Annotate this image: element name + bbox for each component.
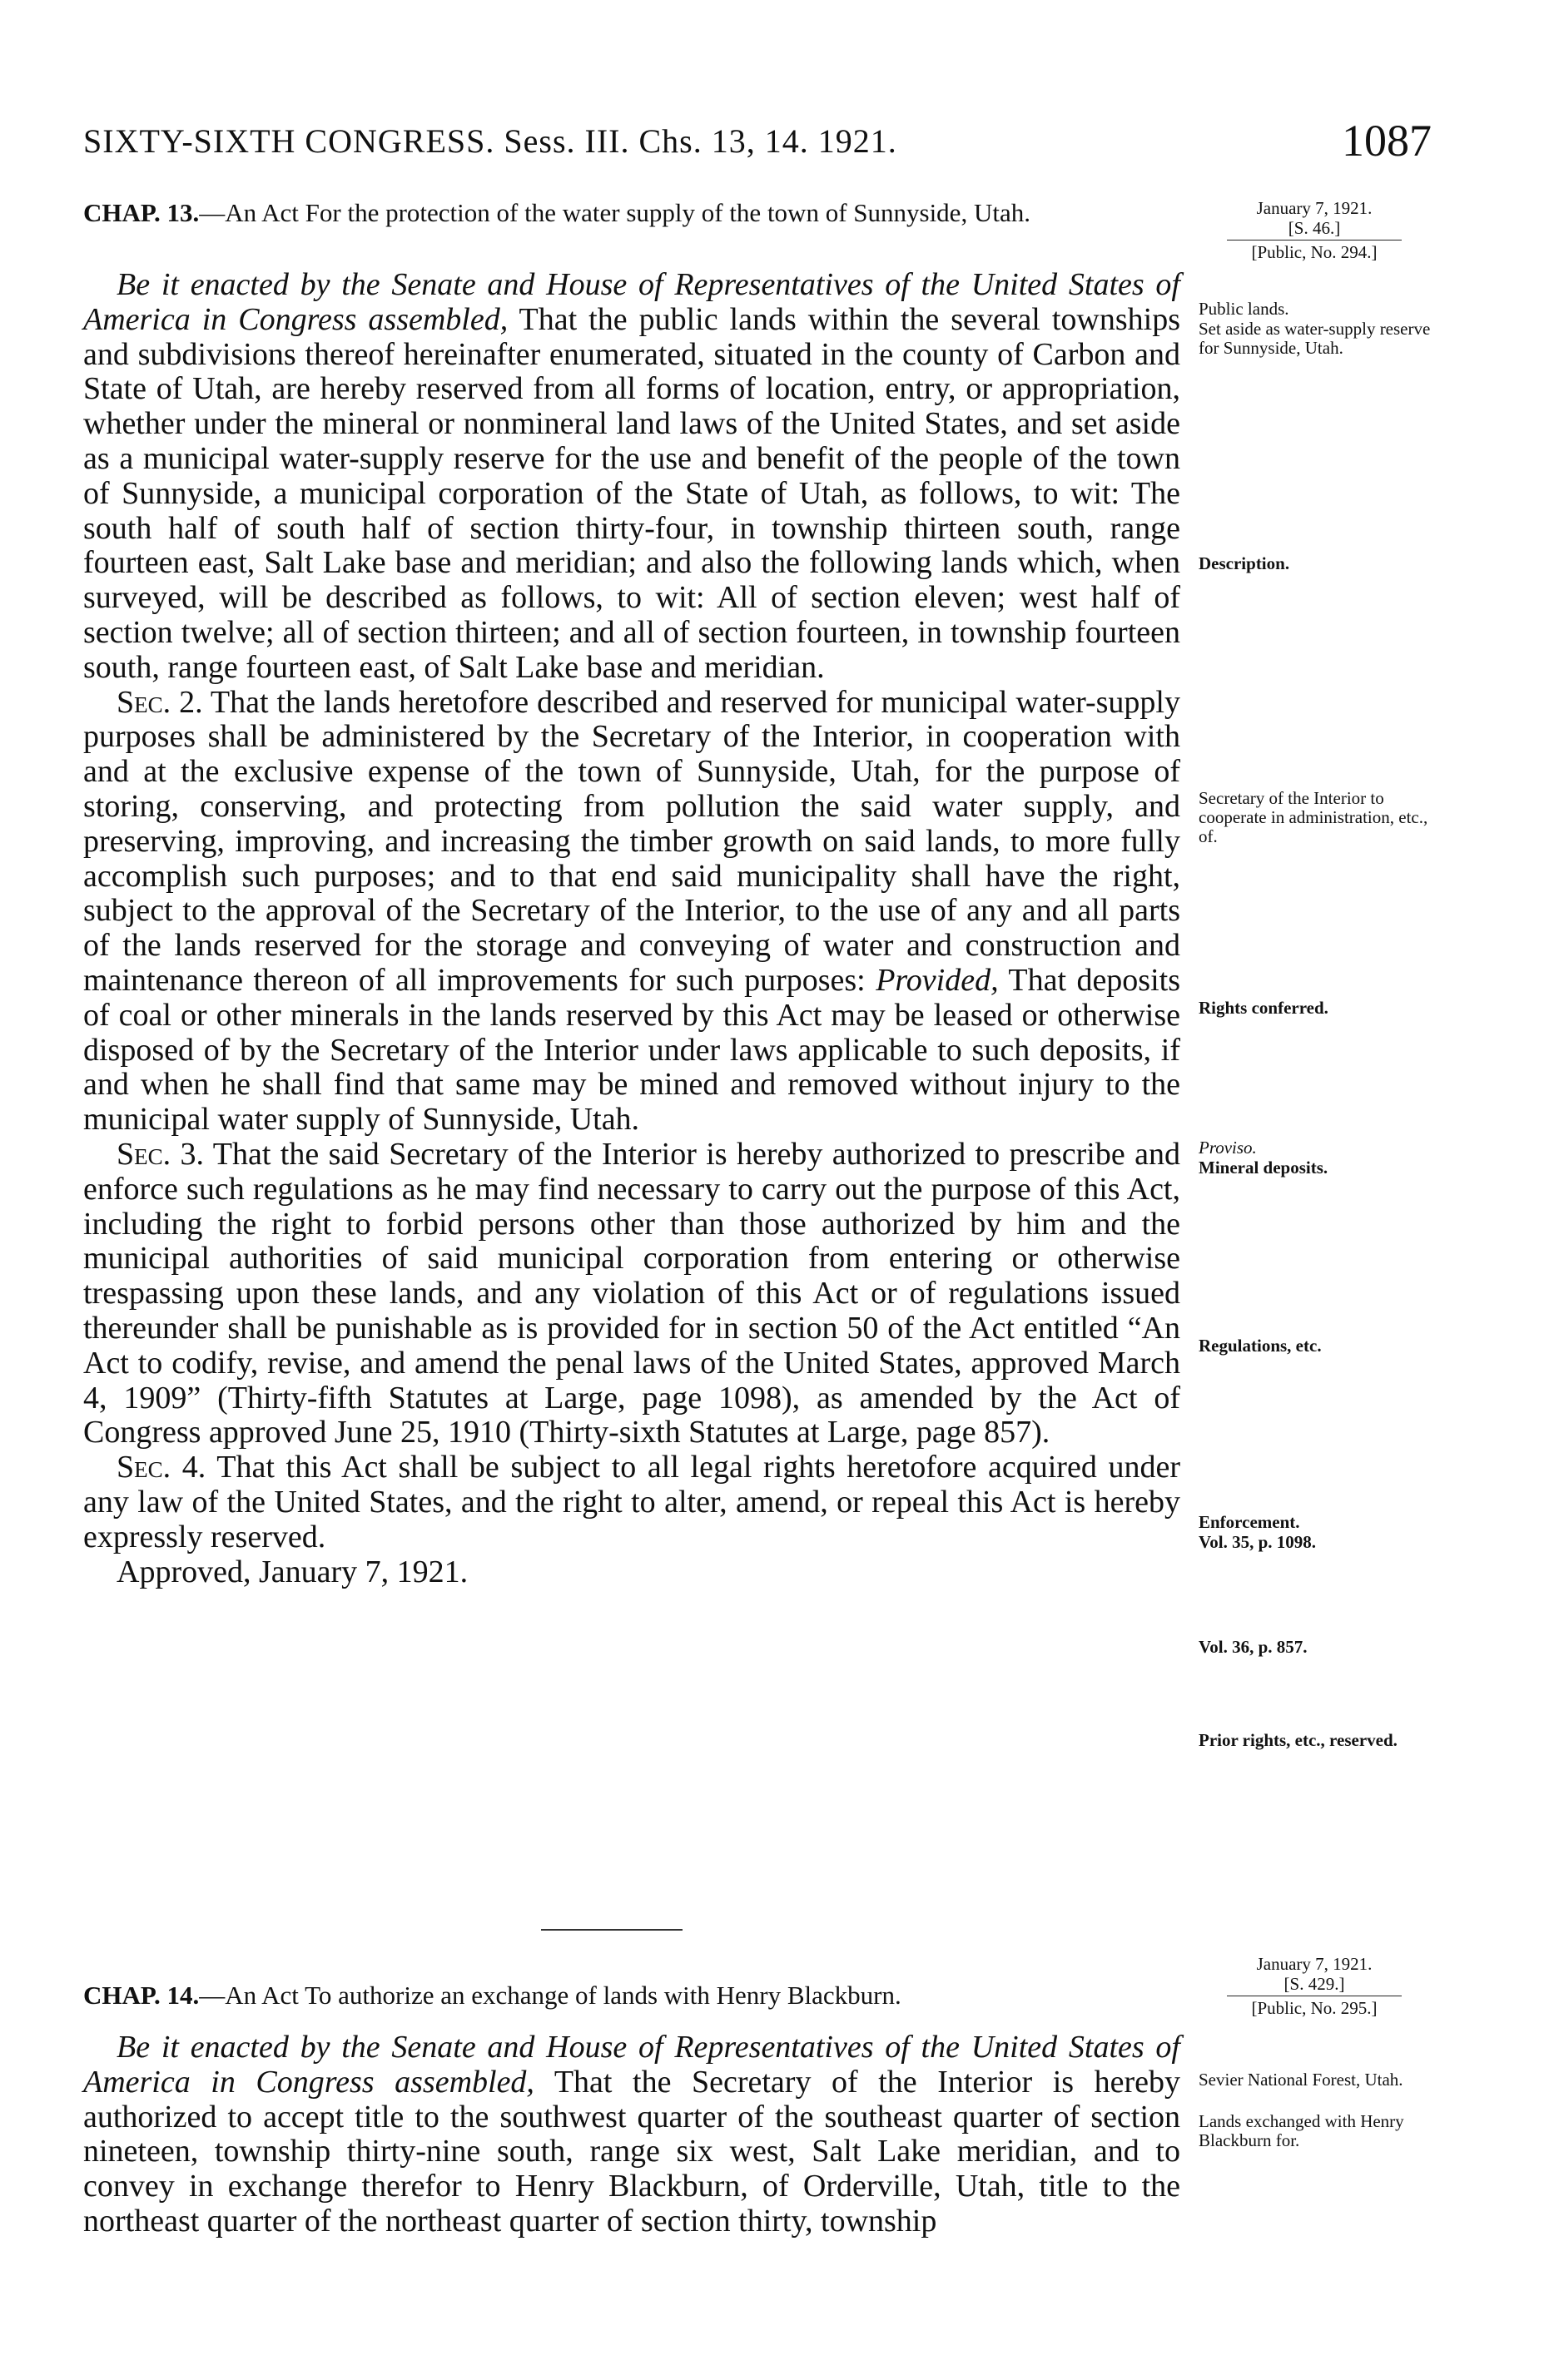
section-2-text-a: That the lands heretofore described and reserved for municipal water-supply purposes shall be administered by the Secretary of the Interior, in cooperation with and at the exclusive expense of the town of Sunnyside, Utah, for the purpose of storing, conserving, and protecting from pollution the said water supply, and preserving, improving, and increasing the timber growth on said lands, to more fully accomplish such purposes; and to that end said municipality shall have the right, subject to the approval of the Secretary of the Interior, to the use of any and all parts of the lands reserved for the storage and conveying of water and construction and maintenance thereon of all improvements for such purposes: (83, 684, 1180, 998)
note-prior-rights (1199, 1731, 1448, 1750)
note-regulations (1199, 1336, 1448, 1356)
chapter-13-bill: [S. 46.] (1288, 218, 1341, 238)
note-set-aside (1199, 320, 1448, 358)
note-text: Sevier National Forest, Utah. (1199, 2070, 1403, 2090)
chapter-13-body (83, 268, 1180, 1589)
section-1-text: That the Secretary of the Interior is hereby authorized to accept title to the southwest quarter of the southeast quarter of section nineteen, township thirty-nine south, range six west, Salt Lake meridian, and to convey in exchange therefor to Henry Blackburn, of Orderville, Utah, title to the northeast quarter of the northeast quarter of section thirty, township (83, 2064, 1180, 2239)
chapter-separator (541, 1929, 683, 1931)
note-text: Set aside as water-supply reserve for Sunnyside, Utah. (1199, 319, 1431, 358)
chapter-13-label: CHAP. 13. (83, 198, 200, 227)
note-secretary (1199, 789, 1448, 846)
chapter-14-date: January 7, 1921. (1256, 1954, 1373, 1974)
note-text: Proviso. (1199, 1138, 1257, 1158)
chapter-13-heading (83, 198, 1132, 228)
chapter-14-body (83, 2030, 1180, 2239)
note-text: Public lands. (1199, 299, 1289, 319)
section-2-label: Sec. 2. (117, 684, 203, 720)
chapter-13-section-2 (83, 686, 1180, 1138)
note-vol35 (1199, 1533, 1448, 1552)
note-text: Rights conferred. (1199, 998, 1328, 1018)
note-vol36 (1199, 1638, 1448, 1657)
chapter-14-public: [Public, No. 295.] (1251, 1998, 1378, 2018)
enacting-clause: Be it enacted by the Senate and House of Representatives of the United States of America in Congress assembled, (83, 267, 1180, 337)
chapter-13-section-3 (83, 1138, 1180, 1450)
note-text: Prior rights, etc., reserved. (1199, 1730, 1398, 1750)
note-mineral-deposits (1199, 1158, 1448, 1178)
chapter-13-section-1 (83, 268, 1180, 686)
chapter-13-side-date (1227, 198, 1402, 262)
section-4-label: Sec. 4. (117, 1450, 206, 1485)
note-public-lands (1199, 300, 1448, 319)
chapter-14-title: —An Act To authorize an exchange of lands with Henry Blackburn. (199, 1981, 901, 2010)
note-text: Lands exchanged with Henry Blackburn for. (1199, 2111, 1404, 2150)
section-3-label: Sec. 3. (117, 1136, 205, 1172)
section-4-text: That this Act shall be subject to all legal rights heretofore acquired under any law of the United States, and the right to alter, amend, or repeal this Act is hereby expressly reserved. (83, 1450, 1180, 1554)
note-text: Regulations, etc. (1199, 1336, 1322, 1356)
note-text: Secretary of the Interior to cooperate in administration, etc., of. (1199, 788, 1428, 846)
note-lands-exchanged (1199, 2112, 1448, 2150)
note-sevier (1199, 2070, 1448, 2090)
chapter-14-label: CHAP. 14. (83, 1981, 200, 2010)
chapter-13-date: January 7, 1921. (1256, 198, 1373, 218)
note-proviso (1199, 1138, 1448, 1158)
chapter-13-title: —An Act For the protection of the water supply of the town of Sunnyside, Utah. (199, 198, 1030, 227)
page-number: 1087 (1342, 116, 1432, 166)
running-head-title: SIXTY-SIXTH CONGRESS. Sess. III. Chs. 13, 14. 1921. (83, 122, 897, 160)
section-1-text: That the public lands within the several townships and subdivisions thereof hereinafter enumerated, situated in the county of Carbon and State of Utah, are hereby reserved from all forms of location, entry, or appropriation, whether under the mineral or nonmineral land laws of the United States, and set aside as a municipal water-supply reserve for the use and benefit of the people of the town of Sunnyside, a municipal corporation of the State of Utah, as follows, to wit: The south half of south half of section thirty-four, in township thirteen south, range fourteen east, Salt Lake base and meridian; and also the following lands which, when surveyed, will be described as follows, to wit: All of section eleven; west half of section twelve; all of section thirteen; and all of section fourteen, in township fourteen south, range fourteen east, of Salt Lake base and meridian. (83, 301, 1180, 685)
note-text: Enforcement. (1199, 1512, 1300, 1532)
section-2-text-b: That deposits of coal or other minerals in the lands reserved by this Act may be leased or otherwise disposed of by the Secretary of the Interior under laws applicable to such deposits, if and when he shall find that same may be mined and removed without injury to the municipal water supply of Sunnyside, Utah. (83, 962, 1180, 1138)
chapter-14-bill: [S. 429.] (1283, 1974, 1345, 1994)
section-3-text: That the said Secretary of the Interior is hereby authorized to prescribe and enforce such regulations as he may find necessary to carry out the purpose of this Act, including the right to forbid persons other than those authorized by him and the municipal authorities of said municipal corporation from entering or otherwise trespassing upon these lands, and any violation of this Act or of regulations issued thereunder shall be punishable as is provided for in section 50 of the Act entitled “An Act to codify, revise, and amend the penal laws of the United States, approved March 4, 1909” (Thirty-fifth Statutes at Large, page 1098), as amended by the Act of Congress approved June 25, 1910 (Thirty-sixth Statutes at Large, page 857). (83, 1136, 1180, 1450)
chapter-13-approved: Approved, January 7, 1921. (117, 1554, 469, 1590)
chapter-14-side-date (1227, 1954, 1402, 2018)
note-enforcement (1199, 1513, 1448, 1532)
note-text: Mineral deposits. (1199, 1158, 1328, 1178)
proviso-word: Provided, (876, 962, 999, 998)
chapter-13-section-4 (83, 1450, 1180, 1554)
enacting-clause: Be it enacted by the Senate and House of Representatives of the United States of America in Congress assembled, (83, 2030, 1180, 2100)
chapter-14-section-1 (83, 2030, 1180, 2239)
chapter-13-public: [Public, No. 294.] (1251, 242, 1378, 262)
note-text: Vol. 36, p. 857. (1199, 1637, 1308, 1657)
note-rights-conferred (1199, 999, 1448, 1018)
chapter-14-heading (83, 1981, 1132, 2011)
note-description (1199, 554, 1448, 573)
note-text: Description. (1199, 553, 1290, 573)
note-text: Vol. 35, p. 1098. (1199, 1532, 1317, 1552)
running-head (83, 115, 1432, 165)
